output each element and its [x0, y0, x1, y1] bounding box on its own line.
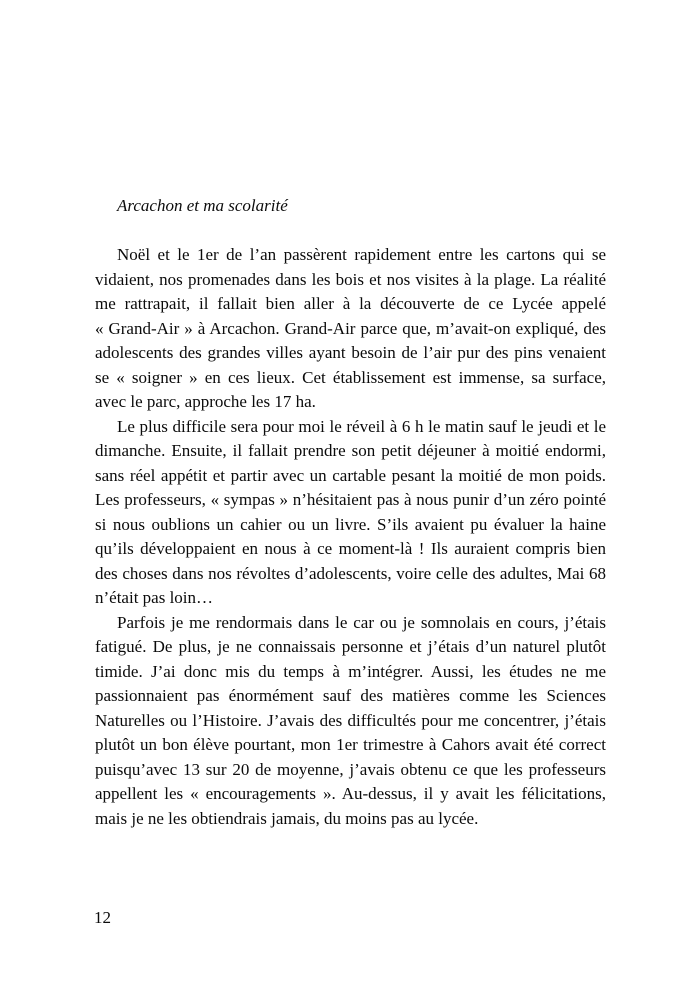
page-content [95, 194, 606, 831]
paragraph: Parfois je me rendormais dans le car ou je somnolais en cours, j’étais fatigué. De plus, je ne connaissais personne et j’étais d’un naturel plutôt timide. J’ai donc mis du temps à m’intégrer. Aussi, les études ne me passionnaient pas énormément sauf des matières comme les Sciences Naturelles ou l’Histoire. J’avais des difficultés pour me concentrer, j’étais plutôt un bon élève pourtant, mon 1er trimestre à Cahors avait été correct puisqu’avec 13 sur 20 de moyenne, j’avais obtenu ce que les professeurs appellent les « encouragements ». Au-dessus, il y avait les félicitations, mais je ne les obtiendrais jamais, du moins pas au lycée. [95, 612, 606, 828]
section-heading: Arcachon et ma scolarité [117, 196, 288, 215]
body-text [95, 243, 606, 831]
page-number: 12 [94, 908, 111, 927]
paragraph: Le plus difficile sera pour moi le réveil à 6 h le matin sauf le jeudi et le dimanche. Ensuite, il fallait prendre son petit déjeuner à moitié endormi, sans réel appétit et partir avec un cartable pesant la moitié de mon poids. Les professeurs, « sympas » n’hésitaient pas à nous punir d’un zéro pointé si nous oublions un cahier ou un livre. S’ils avaient pu évaluer la haine qu’ils développaient en nous à ce moment-là ! Ils auraient compris bien des choses dans nos révoltes d’adolescents, voire celle des adultes, Mai 68 n’était pas loin… [95, 416, 606, 607]
paragraph: Noël et le 1er de l’an passèrent rapidement entre les cartons qui se vidaient, nos promenades dans les bois et nos visites à la plage. La réalité me rattrapait, il fallait bien aller à la découverte de ce Lycée appelé « Grand-Air » à Arcachon. Grand-Air parce que, m’avait-on expliqué, des adolescents des grandes villes ayant besoin de l’air pur des pins venaient se « soigner » en ces lieux. Cet établissement est immense, sa surface, avec le parc, approche les 17 ha. [95, 245, 606, 411]
